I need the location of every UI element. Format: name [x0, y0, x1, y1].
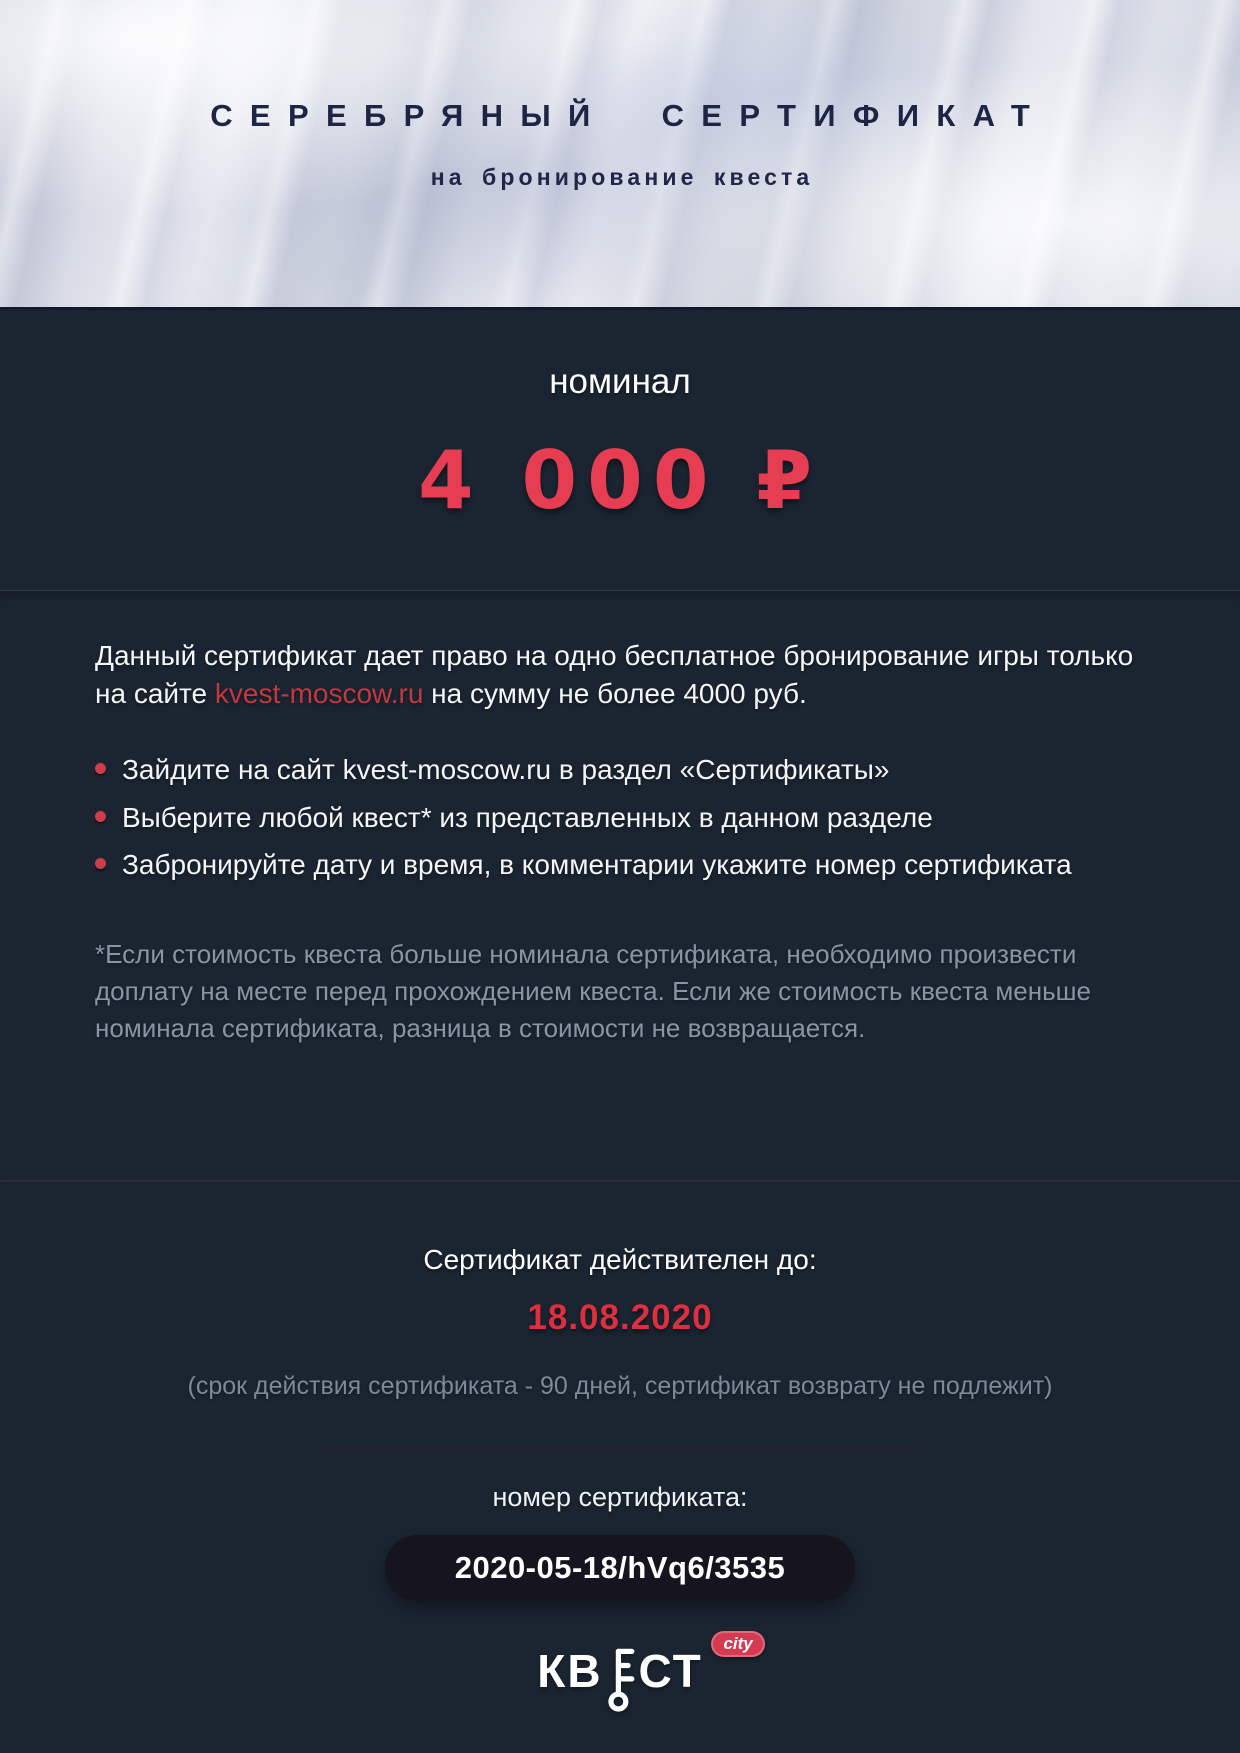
bullet-list	[95, 751, 1145, 884]
nominal-label: номинал	[549, 362, 691, 401]
validity-date: 18.08.2020	[527, 1298, 713, 1337]
bullet-dot-icon	[95, 763, 106, 774]
key-icon	[606, 1648, 636, 1712]
brand-logo	[537, 1634, 753, 1712]
bullet-text: Выберите любой квест* из представленных в данном разделе	[122, 801, 933, 833]
bullet-text: Забронируйте дату и время, в комментарии укажите номер сертификата	[122, 849, 1072, 881]
validity-note: (срок действия сертификата - 90 дней, сертификат возврату не подлежит)	[187, 1372, 1053, 1400]
terms-paragraph-text: Данный сертификат дает право на одно бесплатное бронирование игры только на сайте	[95, 640, 1134, 710]
logo-text-right: СТ	[638, 1645, 703, 1697]
site-link[interactable]: kvest-moscow.ru	[214, 678, 424, 710]
bullet-dot-icon	[95, 858, 106, 869]
bullet-item	[95, 799, 1145, 837]
certificate-number-label: номер сертификата:	[492, 1482, 748, 1512]
terms-footnote: *Если стоимость квеста больше номинала сертификата, необходимо произвести доплату на месте перед прохождением квеста. Если же стоимость квеста меньше номинала сертификата, разница в стоимости не возвращается.	[95, 938, 1091, 1043]
header-subtitle: на бронирование квеста	[430, 164, 814, 190]
nominal-section	[0, 310, 1240, 590]
logo-city-badge: city	[711, 1631, 764, 1657]
header-title: СЕРЕБРЯНЫЙ СЕРТИФИКАТ	[210, 98, 1048, 133]
certificate-number-pill: 2020-05-18/hVq6/3535	[385, 1535, 856, 1601]
bullet-text: Зайдите на сайт kvest-moscow.ru в раздел «Сертификаты»	[122, 754, 890, 786]
validity-label: Сертификат действителен до:	[423, 1244, 817, 1275]
bullet-item	[95, 751, 1145, 789]
validity-section	[0, 1180, 1240, 1750]
terms-paragraph	[95, 637, 1145, 713]
certificate-header	[0, 0, 1240, 310]
bullet-dot-icon	[95, 811, 106, 822]
nominal-value: 4 000 ₽	[417, 434, 823, 527]
section-divider	[315, 1447, 925, 1450]
terms-paragraph-tail: на сумму не более 4000 руб.	[423, 678, 807, 710]
logo-text-left: КВ	[537, 1645, 603, 1697]
bullet-item	[95, 846, 1145, 884]
terms-section	[0, 590, 1240, 1180]
